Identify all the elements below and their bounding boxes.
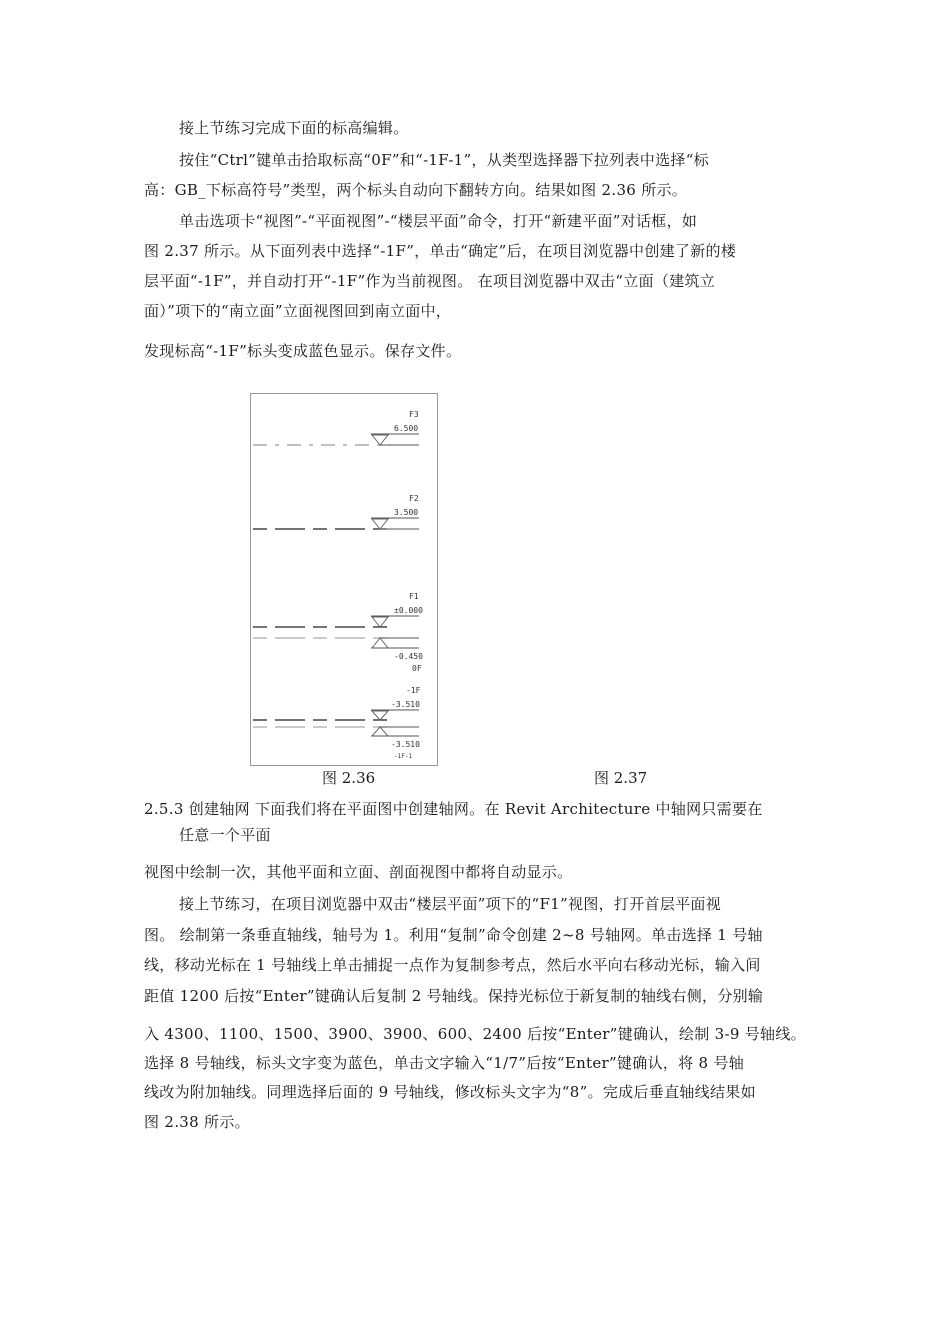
level-0f [253, 638, 423, 673]
text-line: 接上节练习，在项目浏览器中双击“楼层平面”项下的“F1”视图，打开首层平面视 [179, 895, 722, 913]
text-line: 按住“Ctrl”键单击拾取标高“0F”和“-1F-1”，从类型选择器下拉列表中选择“标 [179, 151, 709, 169]
figure-caption-2-36: 图 2.36 [322, 769, 376, 787]
level-f1 [253, 592, 423, 627]
level-elevation: -3.510 [391, 700, 420, 709]
text-line: 图 2.37 所示。从下面列表中选择“-1F”，单击“确定”后，在项目浏览器中创建了新的楼 [144, 242, 737, 260]
text-line: 高：GB_下标高符号”类型，两个标头自动向下翻转方向。结果如图 2.36 所示。 [144, 181, 688, 199]
text-line: 发现标高“-1F”标头变成蓝色显示。保存文件。 [144, 342, 462, 360]
text-line: 距值 1200 后按“Enter”键确认后复制 2 号轴线。保持光标位于新复制的轴线右侧，分别输 [144, 987, 764, 1005]
level-f3 [253, 410, 419, 445]
figure-2-36 [250, 393, 438, 766]
figure-caption-2-37: 图 2.37 [594, 769, 648, 787]
level-name: F1 [409, 592, 419, 601]
level-elevation: -3.510 [391, 740, 420, 749]
text-line: 线，移动光标在 1 号轴线上单击捕捉一点作为复制参考点，然后水平向右移动光标，输入间 [144, 956, 761, 974]
level-minus-1f-1 [253, 727, 420, 760]
text-line: 单击选项卡“视图”-“平面视图”-“楼层平面”命令，打开“新建平面”对话框，如 [179, 212, 698, 230]
level-minus-1f [253, 686, 421, 720]
text-line: 接上节练习完成下面的标高编辑。 [179, 119, 409, 137]
level-name: 0F [412, 664, 422, 673]
level-name: F2 [409, 494, 419, 503]
text-line: 选择 8 号轴线，标头文字变为蓝色，单击文字输入“1/7”后按“Enter”键确认，将 8 号轴 [144, 1054, 745, 1072]
level-name: -1F [406, 686, 421, 695]
text-line: 面）”项下的“南立面”立面视图回到南立面中， [144, 302, 452, 320]
level-name: -1F-1 [394, 753, 413, 760]
text-line: 视图中绘制一次，其他平面和立面、剖面视图中都将自动显示。 [144, 863, 573, 881]
text-line: 线改为附加轴线。同理选择后面的 9 号轴线，修改标头文字为“8”。完成后垂直轴线结果如 [144, 1083, 756, 1101]
level-elevation: ±0.000 [394, 606, 423, 615]
level-f2 [253, 494, 419, 529]
text-line: 图 2.38 所示。 [144, 1113, 250, 1131]
level-name: F3 [409, 410, 419, 419]
level-elevation: -0.450 [394, 652, 423, 661]
level-elevation: 3.500 [394, 508, 419, 517]
section-heading-line: 2.5.3 创建轴网 下面我们将在平面图中创建轴网。在 Revit Architecture 中轴网只需要在 [144, 800, 763, 818]
text-line: 图。 绘制第一条垂直轴线，轴号为 1。利用“复制”命令创建 2~8 号轴网。单击选择 1 号轴 [144, 926, 763, 944]
text-line: 任意一个平面 [179, 826, 271, 844]
level-elevation: 6.500 [394, 424, 419, 433]
text-line: 层平面“-1F”，并自动打开“-1F”作为当前视图。 在项目浏览器中双击“立面（建筑立 [144, 272, 716, 290]
text-line: 入 4300、1100、1500、3900、3900、600、2400 后按“Enter”键确认，绘制 3-9 号轴线。 [144, 1025, 806, 1043]
